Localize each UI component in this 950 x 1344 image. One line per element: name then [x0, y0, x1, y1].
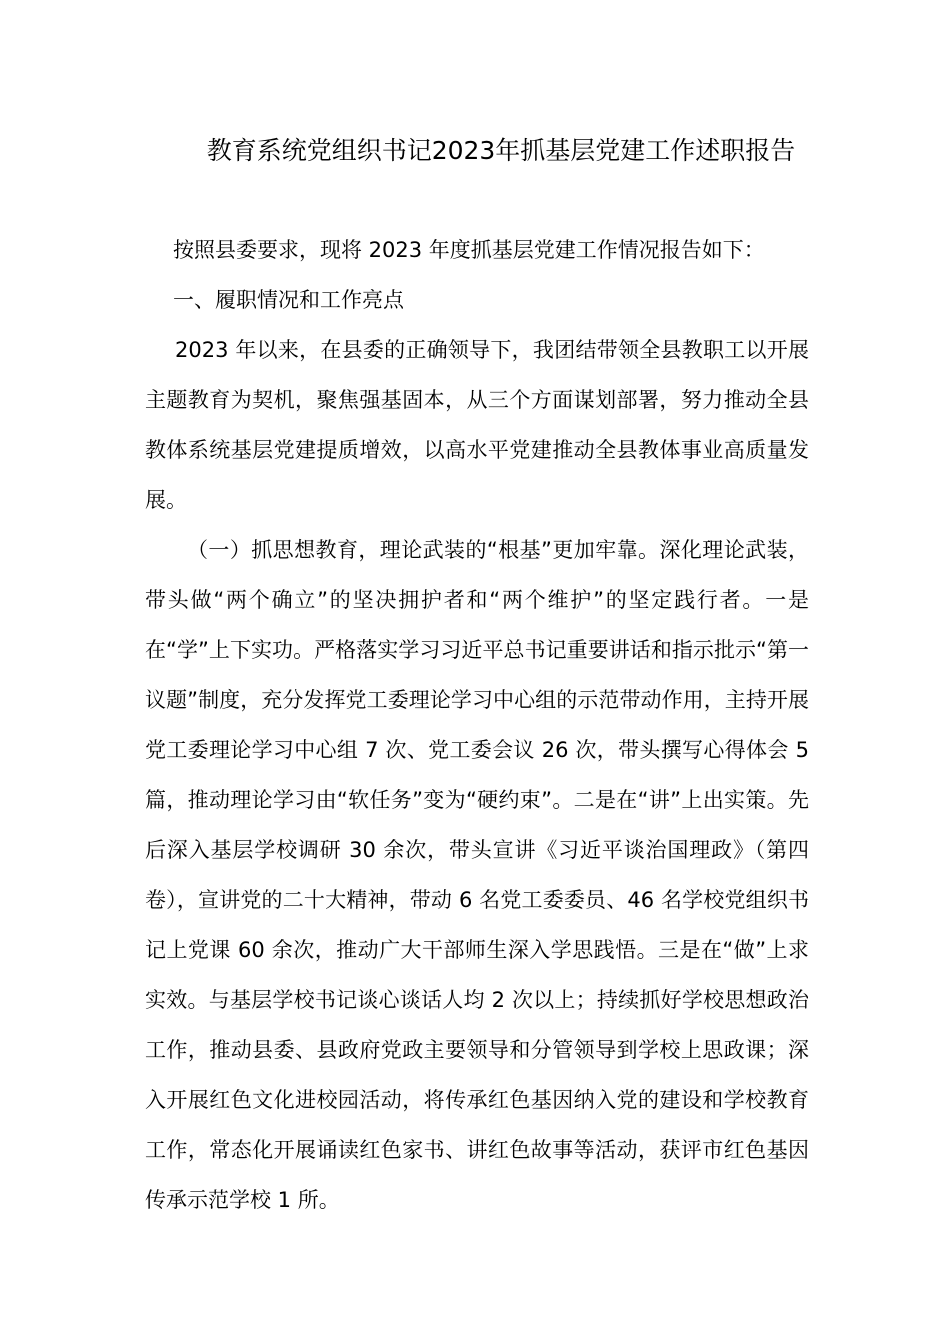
body-paragraph-1: 2023 年以来，在县委的正确领导下，我团结带领全县教职工以开展主题教育为契机，聚焦强基固本，从三个方面谋划部署，努力推动全县教体系统基层党建提质增效，以高水平党建推动全县教体事业高质量发展。	[145, 338, 809, 512]
document-body	[145, 225, 809, 1225]
body-paragraph-2: （一）抓思想教育，理论武装的“根基”更加牢靠。深化理论武装，带头做“两个确立”的坚决拥护者和“两个维护”的坚定践行者。一是在“学”上下实功。严格落实学习习近平总书记重要讲话和指示批示“第一议题”制度，充分发挥党工委理论学习中心组的示范带动作用，主持开展党工委理论学习中心组 7 次、党工委会议 26 次，带头撰写心得体会 5 篇，推动理论学习由“软任务”变为“硬约束”。二是在“讲”上出实策。先后深入基层学校调研 30 余次，带头宣讲《习近平谈治国理政》（第四卷），宣讲党的二十大精神，带动 6 名党工委委员、46 名学校党组织书记上党课 60 余次，推动广大干部师生深入学思践悟。三是在“做”上求实效。与基层学校书记谈心谈话人均 2 次以上；持续抓好学校思想政治工作，推动县委、县政府党政主要领导和分管领导到学校上思政课；深入开展红色文化进校园活动，将传承红色基因纳入党的建设和学校教育工作，常态化开展诵读红色家书、讲红色故事等活动，获评市红色基因传承示范学校 1 所。	[145, 538, 809, 1212]
section-heading-1: 一、履职情况和工作亮点	[173, 288, 404, 312]
intro-paragraph: 按照县委要求，现将 2023 年度抓基层党建工作情况报告如下：	[173, 238, 765, 262]
document-title: 教育系统党组织书记2023年抓基层党建工作述职报告	[206, 136, 796, 165]
